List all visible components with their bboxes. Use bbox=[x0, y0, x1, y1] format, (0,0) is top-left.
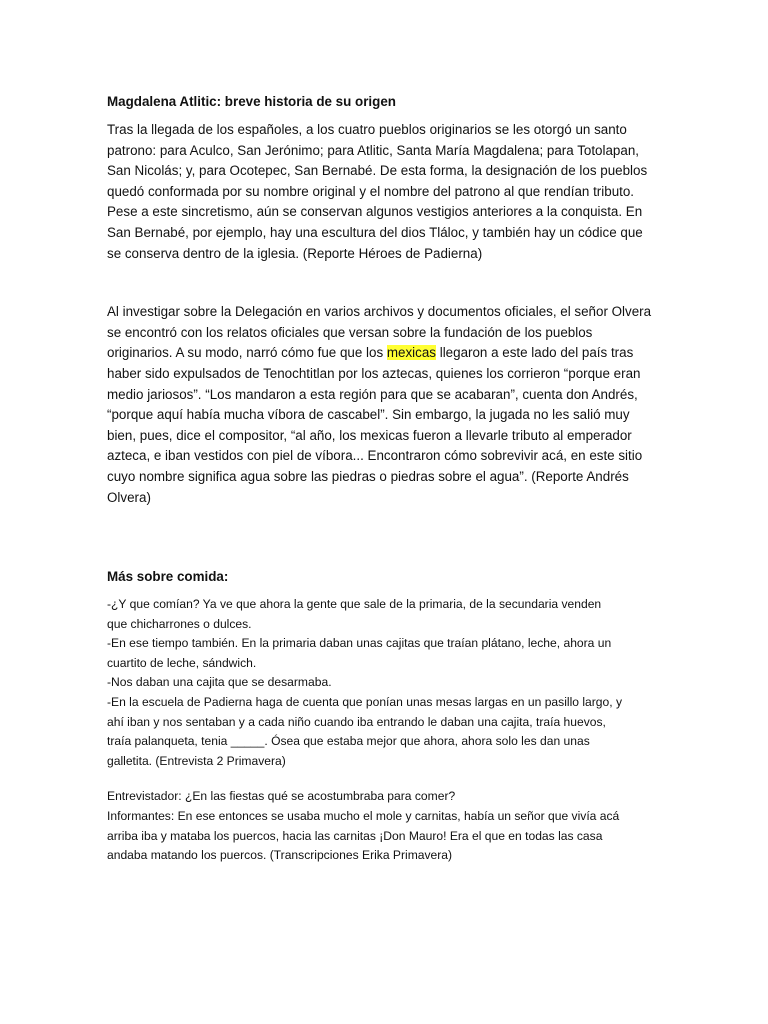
text-line: que chicharrones o dulces. bbox=[107, 616, 252, 631]
text-line: Informantes: En ese entonces se usaba mucho el mole y carnitas, había un señor que vivía acá bbox=[107, 809, 620, 824]
text-line: se encontró con los relatos oficiales que versan sobre la fundación de los pueblos bbox=[107, 324, 593, 340]
text-line: quedó conformada por su nombre original y el nombre del patrono al que rendían tributo. bbox=[107, 183, 635, 199]
interview-block-2 bbox=[107, 787, 663, 865]
document-page bbox=[107, 91, 663, 866]
interview-block-1 bbox=[107, 595, 663, 771]
text-line: San Bernabé, por ejemplo, hay una escultura del dios Tláloc, y también hay un códice que bbox=[107, 224, 643, 240]
text-segment: llegaron a este lado del país tras bbox=[436, 345, 634, 361]
document-title: Magdalena Atlitic: breve historia de su origen bbox=[107, 94, 396, 109]
text-line: Al investigar sobre la Delegación en varios archivos y documentos oficiales, el señor Olvera bbox=[107, 304, 652, 320]
text-line-with-highlight bbox=[107, 343, 663, 364]
text-line: cuartito de leche, sándwich. bbox=[107, 655, 257, 670]
paragraph-origin bbox=[107, 120, 663, 264]
text-line: Olvera) bbox=[107, 489, 151, 505]
text-line: -¿Y que comían? Ya ve que ahora la gente que sale de la primaria, de la secundaria venden bbox=[107, 597, 602, 612]
text-line: se conserva dentro de la iglesia. (Reporte Héroes de Padierna) bbox=[107, 245, 483, 261]
text-line: -En la escuela de Padierna haga de cuenta que ponían unas mesas largas en un pasillo largo, y bbox=[107, 695, 623, 710]
text-line: cuyo nombre significa agua sobre las piedras o piedras sobre el agua”. (Reporte Andrés bbox=[107, 468, 629, 484]
paragraph-olvera bbox=[107, 302, 663, 508]
spacer bbox=[107, 508, 663, 566]
text-line: Tras la llegada de los españoles, a los cuatro pueblos originarios se les otorgó un santo bbox=[107, 122, 627, 137]
text-line: traía palanqueta, tenia _____. Ósea que estaba mejor que ahora, ahora solo les dan unas bbox=[107, 734, 590, 749]
text-line: Pese a este sincretismo, aún se conservan algunos vestigios anteriores a la conquista. En bbox=[107, 204, 643, 220]
text-line: haber sido expulsados de Tenochtitlan por los aztecas, quienes los corrieron “porque eran bbox=[107, 365, 641, 381]
text-line: bien, pues, dice el compositor, “al año, los mexicas fueron a llevarle tributo al emperador bbox=[107, 427, 632, 443]
text-line: “porque aquí había mucha víbora de cascabel”. Sin embargo, la jugada no les salió muy bbox=[107, 407, 630, 423]
section-heading: Más sobre comida: bbox=[107, 569, 229, 585]
text-line: azteca, e iban vestidos con piel de víbora... Encontraron cómo sobrevivir acá, en este sitio bbox=[107, 448, 643, 464]
text-line: galletita. (Entrevista 2 Primavera) bbox=[107, 753, 286, 768]
highlighted-word: mexicas bbox=[386, 345, 436, 361]
text-line: arriba iba y mataba los puercos, hacia las carnitas ¡Don Mauro! Era el que en todas las casa bbox=[107, 828, 603, 843]
text-line: San Nicolás; y, para Ocotepec, San Bernabé. De esta forma, la designación de los pueblos bbox=[107, 163, 648, 179]
spacer bbox=[107, 771, 663, 787]
text-line: -Nos daban una cajita que se desarmaba. bbox=[107, 675, 332, 690]
text-line: -En ese tiempo también. En la primaria daban unas cajitas que traían plátano, leche, ahora un bbox=[107, 636, 612, 651]
text-line: medio jariosos”. “Los mandaron a esta región para que se acabaran”, cuenta don Andrés, bbox=[107, 386, 638, 402]
spacer bbox=[107, 264, 663, 302]
text-segment: originarios. A su modo, narró cómo fue que los bbox=[107, 345, 387, 361]
text-line: Entrevistador: ¿En las fiestas qué se acostumbraba para comer? bbox=[107, 789, 456, 804]
text-line: patrono: para Aculco, San Jerónimo; para Atlitic, Santa María Magdalena; para Totolapan, bbox=[107, 142, 639, 158]
text-line: andaba matando los puercos. (Transcripciones Erika Primavera) bbox=[107, 848, 453, 863]
text-line: ahí iban y nos sentaban y a cada niño cuando iba entrando le daban una cajita, traía huevos, bbox=[107, 714, 606, 729]
